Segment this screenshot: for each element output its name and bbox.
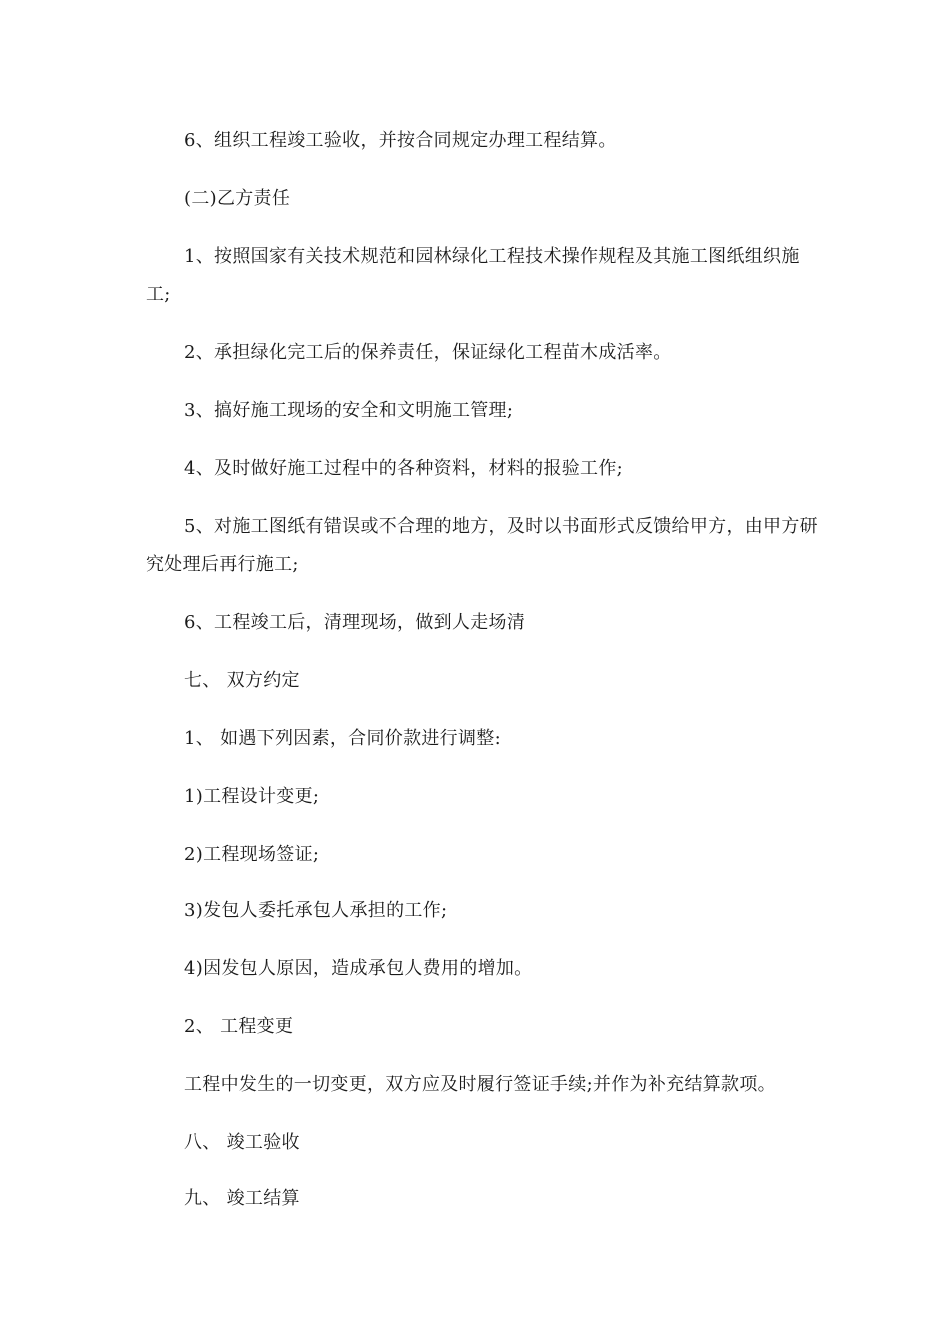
paragraph-party-a-item-6: 6、组织工程竣工验收，并按合同规定办理工程结算。 [184,130,617,151]
list-item-site-visa: 2)工程现场签证; [184,844,320,865]
paragraph-party-b-item-2: 2、承担绿化完工后的保养责任，保证绿化工程苗木成活率。 [184,342,672,363]
heading-section-7: 七、 双方约定 [184,670,300,691]
heading-party-b-responsibility: (二)乙方责任 [184,188,291,209]
paragraph-party-b-item-3: 3、搞好施工现场的安全和文明施工管理; [184,400,514,421]
list-item-cost-increase: 4)因发包人原因，造成承包人费用的增加。 [184,958,533,979]
list-item-entrusted-work: 3)发包人委托承包人承担的工作; [184,900,448,921]
paragraph-change-procedure: 工程中发生的一切变更，双方应及时履行签证手续;并作为补充结算款项。 [184,1074,776,1095]
paragraph-agreement-item-2: 2、 工程变更 [184,1016,294,1037]
heading-section-9: 九、 竣工结算 [184,1188,300,1209]
paragraph-party-b-item-5: 5、对施工图纸有错误或不合理的地方，及时以书面形式反馈给甲方，由甲方研究处理后再行施工; [146,516,818,575]
paragraph-party-b-item-4: 4、及时做好施工过程中的各种资料，材料的报验工作; [184,458,624,479]
list-item-design-change: 1)工程设计变更; [184,786,320,807]
paragraph-party-b-item-6: 6、工程竣工后，清理现场，做到人走场清 [184,612,526,633]
paragraph-agreement-item-1: 1、 如遇下列因素，合同价款进行调整: [184,728,501,749]
paragraph-party-b-item-1: 1、按照国家有关技术规范和园林绿化工程技术操作规程及其施工图纸组织施工; [146,246,800,305]
heading-section-8: 八、 竣工验收 [184,1132,300,1153]
